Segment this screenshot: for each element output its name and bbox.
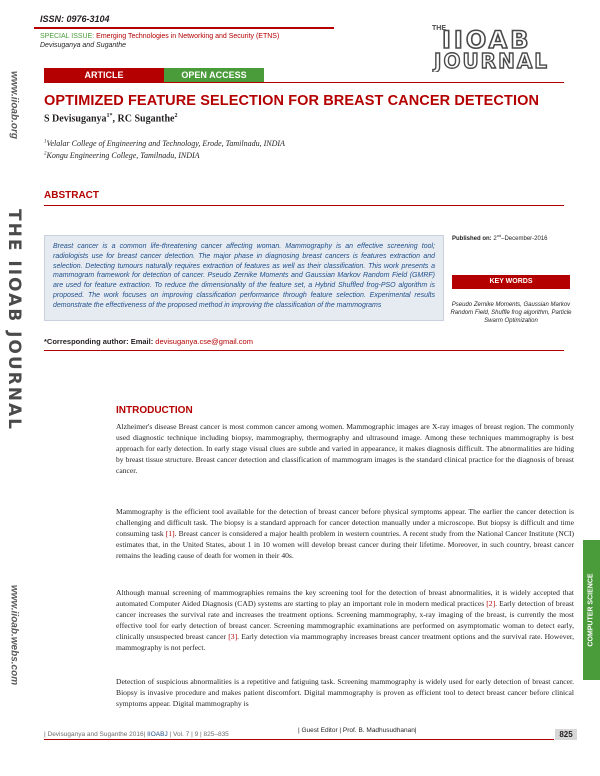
citation-1-link[interactable]: [1] [165,528,175,538]
intro-p3-a: Although manual screening of mammographies remains the key screening tool for the detection of breast abnormalities, it is widely accepted that automated Computer Aided Diagnosis (CAD) systems are starting to play an important role in modern medical practices [116,588,574,608]
special-issue [40,33,400,40]
intro-p2-b: . Breast cancer is considered a major health problem in western countries. A recent study from the National Cancer Institute (NCI) estimates that, in the United States, about 1 in 10 women will develop breast cancer during their lifetime. Moreover, in such country, breast cancer remains the leading cause of death for women in their 40s. [116,528,575,560]
intro-p3-c: . Early detection via mammography increases breast cancer treatment options and the survival rate. However, mammography is not perfect. [116,631,575,652]
running-authors: Devisuganya and Suganthe [40,42,127,49]
logo-main-text: IIOAB [442,26,532,54]
tab-open-access: OPEN ACCESS [164,68,264,82]
abstract-box [44,235,444,321]
published-sup: nd [496,233,502,238]
logo-sub-text: JOURNAL [434,49,550,72]
email-link[interactable]: devisuganya.cse@gmail.com [155,337,253,346]
special-issue-label: SPECIAL ISSUE: [40,33,95,40]
intro-p3-b: . Early detection of breast cancer increases the survival rate and increases the treatment options. Screening mammography, x-ray imaging of the breast, is currently the most effective tool for early detection of breast cancer. Screening mammographic examinations are performed on asymptomatic woman to detect early, clinically unsuspected breast cancer [116,598,574,641]
keywords-text: Pseudo Zernike Moments, Gaussian Markov Random Field, Shuffle frog algorithm, Particle Swarm Optimization [450,302,572,324]
citation-3-link[interactable]: [3] [228,631,238,641]
sidebar-url-bottom[interactable]: www.iioab.webs.com [8,584,20,686]
published-day: 2 [493,236,497,242]
footer-citation-suffix: | Vol. 7 | 9 | 825–835 [167,731,229,738]
abstract-heading: ABSTRACT [44,190,99,201]
published-label: Published on: [452,236,492,242]
intro-p2-a: Mammography is the efficient tool available for the detection of breast cancer before physical symptoms appear. The earlier the cancer detection is challenging and difficult task. The biopsy is a standard approach for cancer detection manually under a microscope. But biopsy is difficult and time consuming task [116,507,574,538]
affiliation-1-text: Velalar College of Engineering and Technology, Erode, Tamilnadu, INDIA [46,139,285,148]
corresponding-author [44,337,253,346]
corresponding-label: *Corresponding author: [44,337,129,346]
footer-citation-prefix: | Devisuganya and Suganthe 2016| [44,731,148,738]
article-tabs [44,68,264,82]
affiliation-1-sup: 1 [44,139,47,145]
keywords-heading: KEY WORDS [452,275,570,289]
author-2: , RC Suganthe [112,113,175,125]
journal-logo [428,20,578,72]
issn-label: ISSN: 0976-3104 [40,14,110,24]
tabs-divider [44,82,564,83]
page-number: 825 [555,729,577,740]
section-tab-label: COMPUTER SCIENCE [587,573,595,647]
author-1: S Devisuganya [44,113,107,125]
email-label: Email: [130,337,154,346]
affiliation-2-sup: 2 [44,151,47,157]
citation-2-link[interactable]: [2] [486,598,496,608]
author-2-sup: 2 [174,113,178,119]
published-rest: –December-2016 [501,236,548,242]
affiliation-1 [44,139,285,148]
intro-paragraph-4: Detection of suspicious abnormalities is a repetitive and fatiguing task. Screening mammography is widely used for early detection of breast cancer. Biopsy is invasive procedure and makes patient discomfort. Digital mammography is proven as efficient tool to detect breast cancer before clinical symptoms appear. Digital mammography is [116,677,574,708]
header-divider [34,27,334,29]
introduction-heading: INTRODUCTION [116,405,193,416]
footer-citation [44,731,229,738]
special-issue-value: Emerging Technologies in Networking and Security (ETNS) [96,33,280,40]
paper-title: OPTIMIZED FEATURE SELECTION FOR BREAST CANCER DETECTION [44,93,540,109]
intro-paragraph-3 [116,588,574,653]
published-date [452,233,572,242]
corresponding-divider [44,350,564,351]
sidebar-url-top[interactable]: www.iioab.org [8,71,20,139]
logo-the-text: THE [432,25,446,32]
footer-journal: IIOABJ [147,731,168,738]
abstract-divider [44,205,564,206]
sidebar-journal-name: THE IIOAB JOURNAL [4,209,24,431]
page-header [40,14,400,49]
author-1-sup: 1* [106,113,113,119]
page-footer [0,722,600,742]
tab-article: ARTICLE [44,68,164,82]
affiliation-2-text: Kongu Engineering College, Tamilnadu, INDIA [46,151,200,160]
affiliation-2 [44,151,200,160]
footer-guest-editor: | Guest Editor | Prof. B. Madhusudhanan| [298,727,417,734]
intro-paragraph-2 [116,507,574,562]
footer-divider [44,739,554,740]
intro-paragraph-1: Alzheimer's disease Breast cancer is most common cancer among women. Mammographic images are X-ray images of breast region. The commonly used diagnostic technique including biopsy, mammography, thermography and ultrasound image. Among these techniques mammography is best approach for early detection. In early stage visual clues are subtle and varied in appearance, it makes diagnosis difficult. The abnormalities are hiding by breast tissue structure. Breast cancer detection and classification of mammogram images is the standard clinical practice for the diagnosis of breast cancer. [116,422,574,475]
abstract-text: Breast cancer is a common life-threatening cancer affecting woman. Mammography is an effective screening tool; radiologists use for breast cancer detection. The major phase in diagnosing breast cancers is features extraction and selection. Detecting tumours naturally requires extraction of features as well as their classification. This work presents a mammogram framework for detection of cancer. Pseudo Zernike Moments and Gaussian Markov Random Field (GMRF) are used for feature extraction. To reduce the dimensionality of the feature set, a Hybrid Shuffled frog-PSO algorithm is proposed. The work focuses on improving classification performance through feature selection. Experimental results demonstrate the effectiveness of the proposed method in improving the classification of the mammograms [53,243,435,309]
author-line [44,113,177,124]
